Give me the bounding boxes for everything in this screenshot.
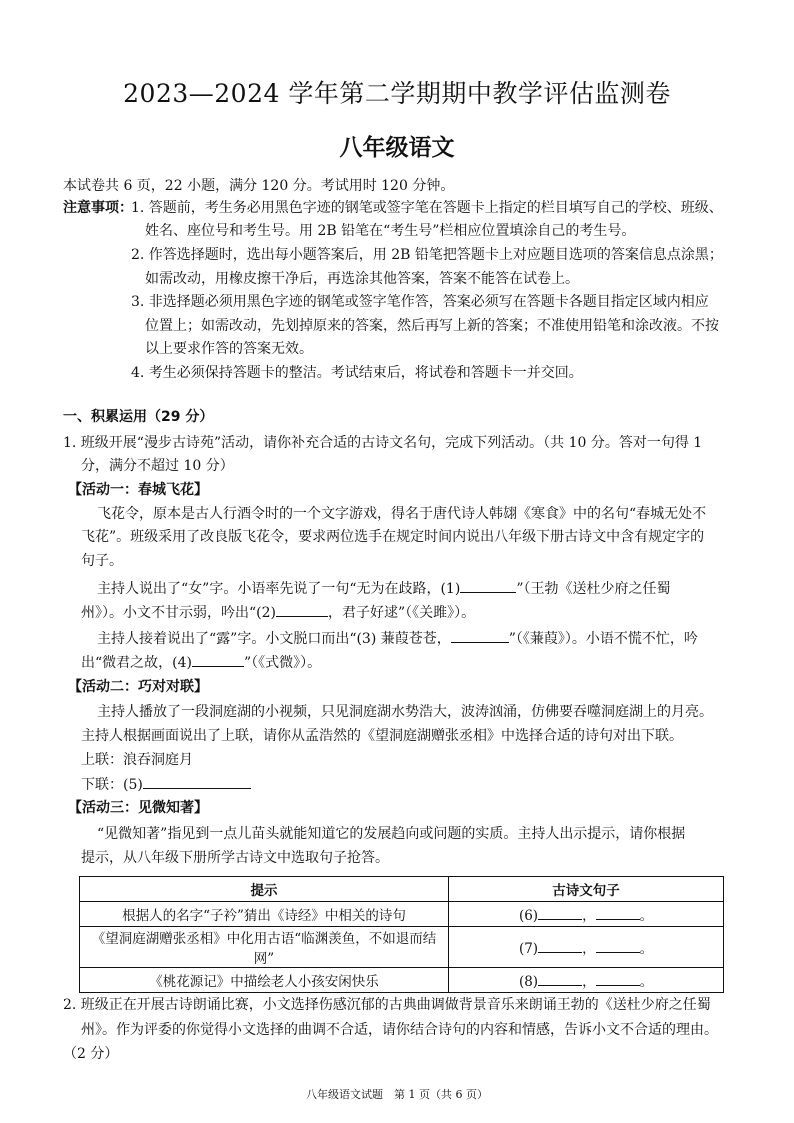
answer-blank-7a[interactable] xyxy=(538,938,582,953)
period: 。 xyxy=(639,941,654,957)
upper-couplet: 上联：浪吞洞庭月 xyxy=(81,752,193,768)
activity-3-text: “见微知著”指见到一点儿苗头就能知道它的发展趋向或问题的实质。主持人出示提示，请你根据 xyxy=(97,826,686,842)
activity-2-text-cont: 主持人根据画面说出了上联，请你从孟浩然的《望洞庭湖赠张丞相》中选择合适的诗句对出下联。 xyxy=(81,728,683,744)
answer-blank-3[interactable] xyxy=(451,628,509,643)
exam-subtitle: 八年级语文 xyxy=(339,135,455,161)
hint-cell: 《桃花源记》中描绘老人小孩安闲快乐 xyxy=(80,968,449,993)
activity-2-text: 主持人播放了一段洞庭湖的小视频，只见洞庭湖水势浩大，波涛汹涌，仿佛要吞噬洞庭湖上的月亮。 xyxy=(97,704,713,720)
answer-cell xyxy=(449,968,724,993)
answer-blank-2[interactable] xyxy=(276,602,328,617)
table-row xyxy=(80,902,724,927)
fill-2-prefix: 州》）。小文不甘示弱，吟出“(2) xyxy=(81,605,276,621)
fill-3-prefix: 主持人接着说出了“露”字。小文脱口而出“(3) 蒹葭苍苍， xyxy=(97,631,451,647)
note-4: 4. 考生必须保持答题卡的整洁。考试结束后，将试卷和答题卡一并交回。 xyxy=(131,365,583,381)
period: 。 xyxy=(639,974,654,990)
activity-3-text-cont: 提示，从八年级下册所学古诗文中选取句子抢答。 xyxy=(81,850,389,866)
comma: ， xyxy=(582,974,596,990)
fill-4-prefix: 出“微君之故，(4) xyxy=(81,655,192,671)
fill-3-suffix: ”（《蒹葭》）。小语不慌不忙，吟 xyxy=(508,631,698,647)
answer-blank-8a[interactable] xyxy=(538,971,582,986)
activity-1-text-cont2: 句子。 xyxy=(81,553,123,569)
answer-blank-6a[interactable] xyxy=(538,905,582,920)
exam-intro: 本试卷共 6 页，22 小题，满分 120 分。考试用时 120 分钟。 xyxy=(63,178,455,194)
fill-line-1 xyxy=(97,578,670,599)
answer-blank-7b[interactable] xyxy=(596,938,640,953)
fill-line-2 xyxy=(81,602,475,623)
lower-couplet-label: 下联：(5) xyxy=(81,777,143,793)
answer-blank-6b[interactable] xyxy=(596,905,640,920)
comma: ， xyxy=(582,908,596,924)
note-1-cont: 姓名、座位号和考生号。用 2B 铅笔在“考生号”栏相应位置填涂自己的考生号。 xyxy=(145,223,636,239)
answer-blank-1[interactable] xyxy=(460,578,516,593)
fill-line-3 xyxy=(97,628,698,649)
answer-cell xyxy=(449,902,724,927)
note-3-cont2: 以上要求作答的答案无效。 xyxy=(145,341,313,357)
activity-1-text: 飞花令，原本是古人行酒令时的一个文字游戏，得名于唐代诗人韩翃《寒食》中的名句“春城无处不 xyxy=(97,506,707,522)
table-row xyxy=(80,968,724,993)
answer-blank-4[interactable] xyxy=(192,652,244,667)
question-1-cont: 分，满分不超过 10 分） xyxy=(81,458,234,474)
note-3-cont: 位置上；如需改动，先划掉原来的答案，然后再写上新的答案；不准使用铅笔和涂改液。不按 xyxy=(145,318,719,334)
fill-1-suffix: ”（王勃《送杜少府之任蜀 xyxy=(516,581,671,597)
activity-1-title: 【活动一：春城飞花】 xyxy=(68,482,208,498)
period: 。 xyxy=(639,908,654,924)
fill-1-prefix: 主持人说出了“女”字。小语率先说了一句“无为在歧路，(1) xyxy=(97,581,461,597)
notes-label: 注意事项： xyxy=(63,200,133,216)
comma: ， xyxy=(582,941,596,957)
answer-number: (6) xyxy=(518,908,539,924)
hints-table xyxy=(79,876,724,993)
fill-line-4 xyxy=(81,652,321,673)
question-2: 2. 班级正在开展古诗朗诵比赛，小文选择伤感沉郁的古典曲调做背景音乐来朗诵王勃的《送杜少府之任蜀 xyxy=(63,997,711,1013)
question-2-score: （2 分） xyxy=(63,1046,119,1062)
table-header-hint: 提示 xyxy=(80,877,449,902)
table-header-sentence: 古诗文句子 xyxy=(449,877,724,902)
answer-blank-8b[interactable] xyxy=(596,971,640,986)
page-footer: 八年级语文试题 第 1 页（共 6 页） xyxy=(306,1088,488,1101)
question-1: 1. 班级开展“漫步古诗苑”活动，请你补充合适的古诗文名句，完成下列活动。（共 10 分。答对一句得 1 xyxy=(63,435,703,451)
lower-couplet-line xyxy=(81,774,251,795)
note-1: 1. 答题前，考生务必用黑色字迹的钢笔或签字笔在答题卡上指定的栏目填写自己的学校、班级、 xyxy=(131,200,723,216)
exam-title: 2023—2024 学年第二学期期中教学评估监测卷 xyxy=(123,79,671,108)
fill-4-suffix: ”（《式微》）。 xyxy=(244,655,322,671)
note-3: 3. 非选择题必须用黑色字迹的钢笔或签字笔作答，答案必须写在答题卡各题目指定区域内相应 xyxy=(131,294,709,310)
activity-2-title: 【活动二：巧对对联】 xyxy=(68,679,208,695)
answer-number: (8) xyxy=(518,974,539,990)
activity-3-title: 【活动三：见微知著】 xyxy=(68,800,208,816)
hint-cell: 根据人的名字“子衿”猜出《诗经》中相关的诗句 xyxy=(80,902,449,927)
activity-1-text-cont: 飞花”。班级采用了改良版飞花令，要求两位选手在规定时间内说出八年级下册古诗文中含有规定字的 xyxy=(81,529,705,545)
table-row xyxy=(80,927,724,968)
answer-number: (7) xyxy=(518,941,539,957)
note-2-cont: 如需改动，用橡皮擦干净后，再选涂其他答案，答案不能答在试卷上。 xyxy=(145,271,579,287)
answer-blank-5[interactable] xyxy=(143,774,251,789)
fill-2-suffix: ，君子好逑”（《关雎》）。 xyxy=(328,605,476,621)
answer-cell xyxy=(449,927,724,968)
hint-cell: 《望洞庭湖赠张丞相》中化用古语“临渊羡鱼，不如退而结网” xyxy=(80,927,449,968)
table-header-row xyxy=(80,877,724,902)
section-heading: 一、积累运用（29 分） xyxy=(63,409,214,425)
note-2: 2. 作答选择题时，选出每小题答案后，用 2B 铅笔把答题卡上对应题目选项的答案信息点涂黑； xyxy=(131,247,723,263)
question-2-cont: 州》。作为评委的你觉得小文选择的曲调不合适，请你结合诗句的内容和情感，告诉小文不合适的理由。 xyxy=(81,1022,718,1038)
